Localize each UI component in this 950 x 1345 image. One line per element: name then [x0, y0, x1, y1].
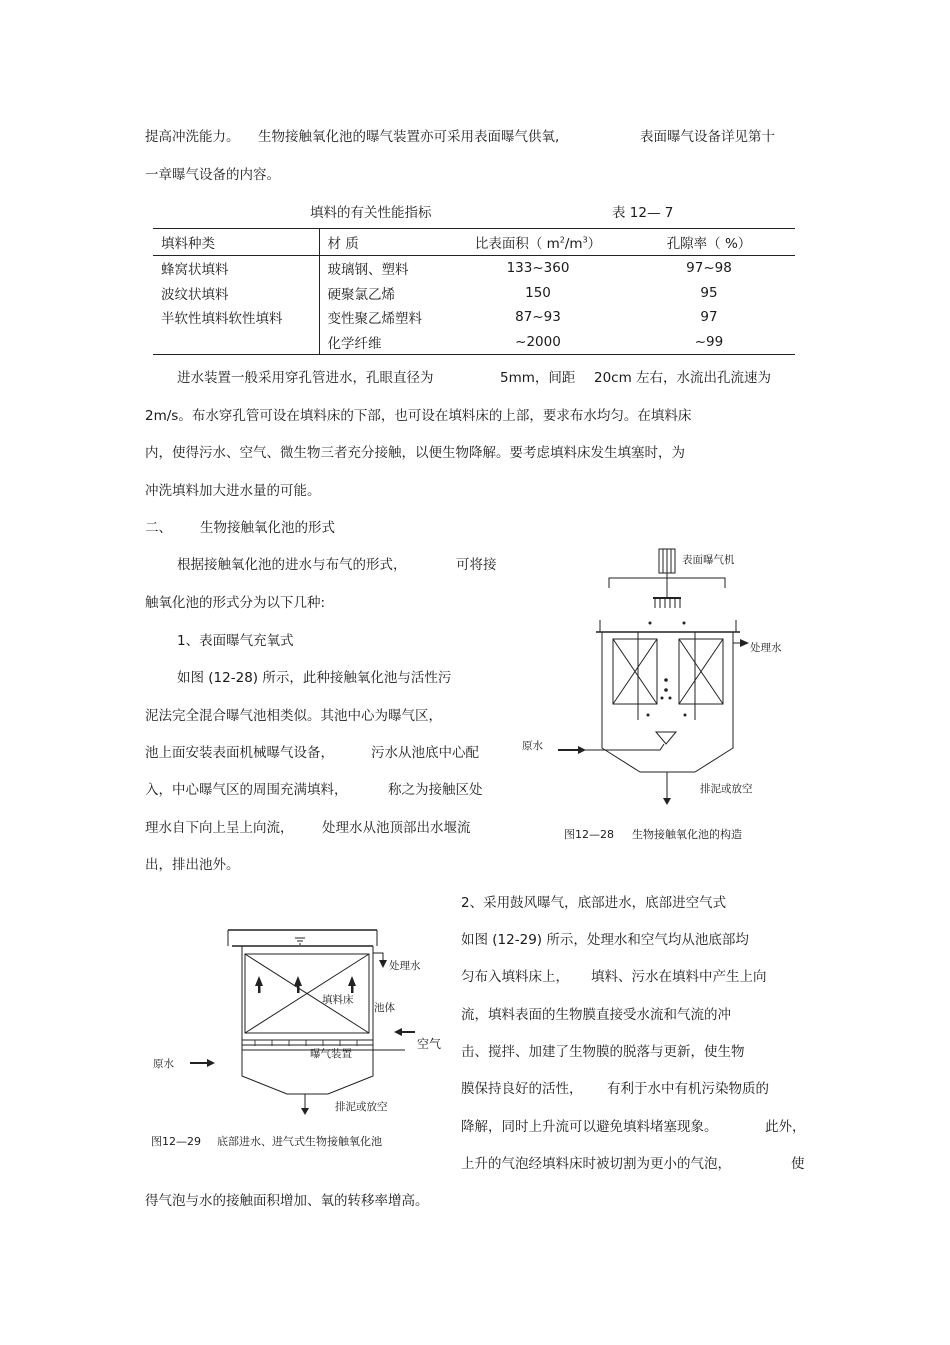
cell-porosity: ~99 [623, 330, 795, 355]
item2-text-2a: 匀布入填料床上， [461, 969, 569, 985]
fig28-label-raw: 原水 [522, 740, 543, 752]
item1-text-5a: 理水自下向上呈上向流， [145, 820, 294, 836]
cell-type: 波纹状填料 [153, 281, 319, 306]
fig28-label-drain: 排泥或放空 [700, 783, 753, 795]
item2-text-6a: 降解，同时上升流可以避免填料堵塞现象。 [461, 1119, 718, 1135]
flow-arrows [558, 622, 749, 806]
forms-text-1b: 可将接 [456, 557, 497, 573]
table-number: 表 12— 7 [612, 205, 674, 221]
item2-text-8: 得气泡与水的接触面积增加、氧的转移率增高。 [145, 1193, 429, 1209]
table-row [153, 305, 795, 330]
inlet-text-1b: 5mm，间距 [500, 370, 576, 386]
forms-text-1a: 根据接触氧化池的进水与布气的形式， [177, 557, 407, 573]
inlet-text-3: 内，使得污水、空气、微生物三者充分接触，以便生物降解。要考虑填料床发生填塞时，为 [145, 445, 685, 461]
header-area: 比表面积（ $m^2/m^3$） [453, 229, 623, 256]
item1-text-1: 如图 (12-28) 所示，此种接触氧化池与活性污 [177, 670, 452, 686]
cell-area: 133~360 [506, 260, 570, 277]
table-row [153, 281, 795, 306]
flow-arrows [190, 960, 415, 1115]
item1-text-4b: 称之为接触区处 [388, 782, 483, 798]
item2-text-5b: 有利于水中有机污染物质的 [607, 1081, 769, 1097]
inlet-text-4: 冲洗填料加大进水量的可能。 [145, 483, 321, 499]
table-header-row [153, 229, 795, 256]
section-number: 二、 [145, 520, 172, 536]
fig29-label-treated: 处理水 [389, 960, 421, 972]
fig29-label-aeration: 曝气装置 [310, 1048, 352, 1060]
item1-title: 1、表面曝气充氧式 [177, 633, 294, 649]
intro-text-1b: 生物接触氧化池的曝气装置亦可采用表面曝气供氧, [258, 129, 560, 145]
tank-outline [572, 578, 740, 798]
item1-text-5b: 处理水从池顶部出水堰流 [322, 820, 471, 836]
cell-material: 玻璃钢、塑料 [327, 262, 409, 279]
fig29-caption-text: 底部进水、进气式生物接触氧化池 [217, 1135, 382, 1148]
figure-12-29-drawing [145, 918, 445, 1158]
item1-text-2: 泥法完全混合曝气池相类似。其池中心为曝气区， [145, 708, 442, 724]
item2-text-2b: 填料、污水在填料中产生上向 [591, 969, 767, 985]
table-title: 填料的有关性能指标 [310, 205, 432, 221]
figure-12-28-drawing [520, 540, 816, 845]
figure-12-28 [520, 540, 816, 845]
item2-text-1: 如图 (12-29) 所示，处理水和空气均从池底部均 [461, 932, 749, 948]
cell-area: ~2000 [453, 330, 623, 355]
item1-text-4a: 入，中心曝气区的周围充满填料， [145, 782, 348, 798]
item1-text-3b: 污水从池底中心配 [371, 745, 479, 761]
header-material: 材 质 [319, 229, 453, 256]
item1-text-6: 出，排出池外。 [145, 857, 240, 873]
cell-area: 150 [525, 284, 551, 301]
cell-porosity: 97~98 [686, 260, 732, 277]
fig29-label-raw: 原水 [153, 1058, 174, 1070]
fig29-caption-number: 图12—29 [151, 1135, 201, 1148]
intro-text-2: 一章曝气设备的内容。 [145, 167, 280, 183]
item2-text-3: 流，填料表面的生物膜直接受水流和气流的冲 [461, 1007, 731, 1023]
forms-text-2: 触氧化池的形式分为以下几种: [145, 595, 326, 611]
item2-text-7b: 使 [791, 1156, 805, 1172]
item2-text-7a: 上升的气泡经填料床时被切割为更小的气泡， [461, 1156, 731, 1172]
fig29-label-bed: 填料床 [322, 994, 354, 1006]
intro-text-1a: 提高冲洗能力。 [145, 129, 240, 145]
inlet-text-1a: 进水装置一般采用穿孔管进水，孔眼直径为 [177, 370, 434, 386]
fig28-label-aerator: 表面曝气机 [682, 554, 735, 566]
item2-text-5a: 膜保持良好的活性， [461, 1081, 583, 1097]
header-type: 填料种类 [153, 229, 319, 256]
cell-porosity: 97 [700, 309, 718, 326]
cell-type: 蜂窝状填料 [153, 256, 319, 281]
table-row [153, 256, 795, 281]
cell-material: 硬聚氯乙烯 [327, 286, 395, 303]
intro-text-1c: 表面曝气设备详见第十 [640, 129, 775, 145]
cell-material: 变性聚乙烯塑料 [327, 311, 422, 328]
cell-type [153, 330, 319, 355]
table-row [153, 330, 795, 355]
fig29-label-tank: 池体 [374, 1002, 395, 1014]
filler-properties-table [153, 228, 795, 355]
inlet-text-1c: 20cm 左右，水流出孔流速为 [594, 370, 772, 386]
cell-type: 半软性填料软性填料 [153, 305, 319, 330]
cell-material: 化学纤维 [319, 330, 453, 355]
fig28-caption-text: 生物接触氧化池的构造 [632, 828, 742, 841]
fig28-caption-number: 图12—28 [564, 828, 614, 841]
item2-text-6b: 此外， [765, 1119, 806, 1135]
item1-text-3a: 池上面安装表面机械曝气设备， [145, 745, 334, 761]
inlet-text-2: 2m/s。布水穿孔管可设在填料床的下部，也可设在填料床的上部，要求布水均匀。在填料床 [145, 408, 692, 424]
figure-12-29 [145, 918, 445, 1158]
tank-outline [228, 930, 405, 1108]
fig28-label-treated: 处理水 [750, 642, 782, 654]
fig29-label-air: 空气 [417, 1037, 442, 1051]
section-title: 生物接触氧化池的形式 [200, 520, 335, 536]
cell-area: 87~93 [515, 309, 561, 326]
cell-porosity: 95 [700, 284, 718, 301]
header-porosity: 孔隙率（ %） [623, 229, 795, 256]
item2-title: 2、采用鼓风曝气，底部进水，底部进空气式 [461, 895, 727, 911]
item2-text-4: 击、搅拌、加建了生物膜的脱落与更新，使生物 [461, 1044, 745, 1060]
fig29-label-drain: 排泥或放空 [335, 1101, 388, 1113]
